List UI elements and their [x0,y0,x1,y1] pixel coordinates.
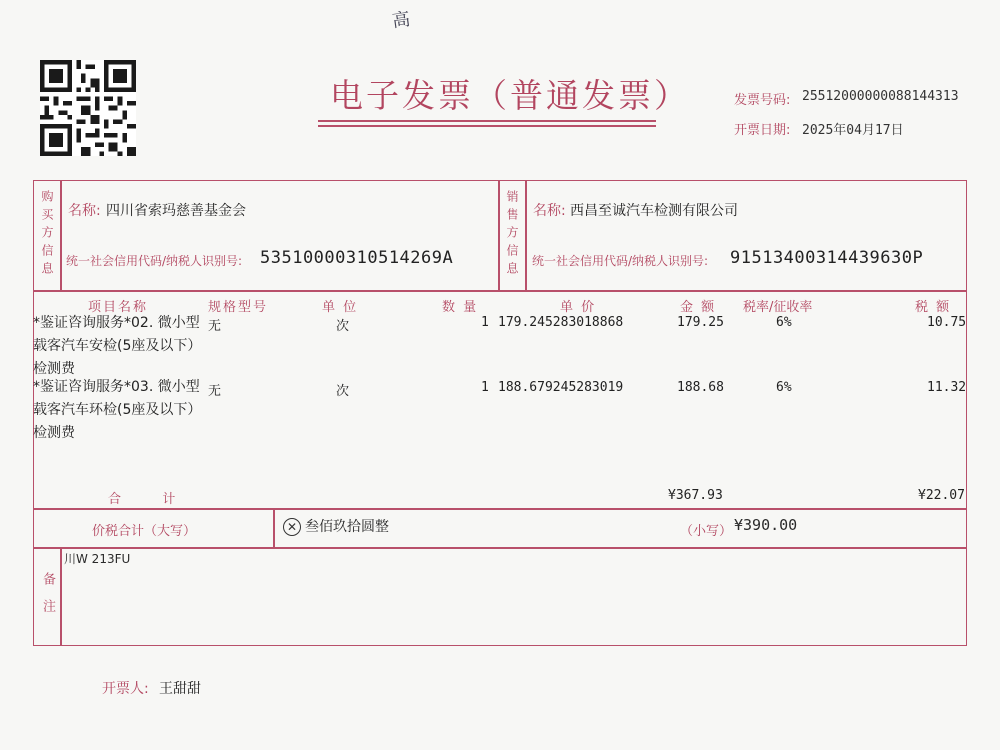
seller-section-label: 销售方信息 [505,190,519,280]
invoice-title: 电子发票（普通发票） [330,76,690,115]
item-2-qty: 1 [481,380,489,395]
col-header-price: 单 价 [560,300,597,315]
remarks-top-divider [33,547,967,549]
item-2-spec: 无 [208,384,222,399]
item-2-name: *鉴证咨询服务*03. 微小型载客汽车环检(5座及以下）检测费 [33,379,202,441]
item-1-price: 179.245283018868 [498,315,624,330]
crossed-circle-icon: ✕ [283,518,301,536]
grand-total-top-divider [33,508,967,510]
buyer-label-divider [60,180,62,290]
buyer-name: 四川省索玛慈善基金会 [106,203,246,219]
item-2-tax: 11.32 [927,380,967,395]
col-header-amount: 金 额 [680,300,717,315]
issue-date: 2025年04月17日 [802,123,904,138]
buyer-name-label: 名称: [68,203,101,219]
col-header-spec: 规格型号 [208,300,269,315]
grand-total-label: 价税合计（大写） [92,524,197,539]
buyer-taxid: 53510000310514269A [260,248,454,268]
buyer-taxid-label: 统一社会信用代码/纳税人识别号: [66,254,243,268]
total-amount: ¥367.93 [668,488,723,503]
total-label: 合 计 [108,492,176,507]
seller-label-divider [525,180,527,290]
title-underline [318,125,656,127]
invoice-number: 25512000000088144313 [802,89,959,104]
item-1-spec: 无 [208,319,222,334]
title-underline [318,120,656,122]
seller-taxid-label: 统一社会信用代码/纳税人识别号: [532,254,709,268]
qr-code [40,60,136,156]
issuer-label: 开票人: [102,681,149,697]
total-tax: ¥22.07 [918,488,965,503]
grand-total-divider [273,508,275,547]
party-middle-divider [498,180,500,290]
party-divider [33,290,967,292]
item-2-price: 188.679245283019 [498,380,624,395]
item-2-amount: 188.68 [677,380,724,395]
remarks-label-divider [60,547,62,646]
col-header-qty: 数 量 [442,300,479,315]
item-1-rate: 6% [776,315,792,330]
handwritten-mark: 高 [390,8,412,33]
item-1-amount: 179.25 [677,315,724,330]
item-2-unit: 次 [336,384,350,399]
item-1-name: *鉴证咨询服务*02. 微小型载客汽车安检(5座及以下）检测费 [33,315,202,377]
col-header-tax: 税 额 [915,300,952,315]
grand-total-words-wrap [283,516,389,536]
issue-date-label: 开票日期: [734,123,791,138]
item-1-tax: 10.75 [927,315,967,330]
grand-total-small: ¥390.00 [734,516,798,534]
seller-name-label: 名称: [533,203,566,219]
col-header-rate: 税率/征收率 [743,300,813,315]
remarks-label: 备注 [40,572,55,626]
remarks-text: 川W 213FU [64,552,131,566]
item-2-rate: 6% [776,380,792,395]
col-header-item: 项目名称 [88,300,149,315]
item-1-qty: 1 [481,315,489,330]
grand-total-words: 叁佰玖拾圆整 [305,519,389,535]
issuer-name: 王甜甜 [159,681,201,697]
seller-name: 西昌至诚汽车检测有限公司 [570,203,738,219]
grand-total-small-label: （小写） [680,524,733,539]
item-1-unit: 次 [336,319,350,334]
col-header-unit: 单 位 [322,300,359,315]
buyer-section-label: 购买方信息 [40,190,54,280]
invoice-number-label: 发票号码: [734,93,791,108]
seller-taxid: 91513400314439630P [730,248,924,268]
